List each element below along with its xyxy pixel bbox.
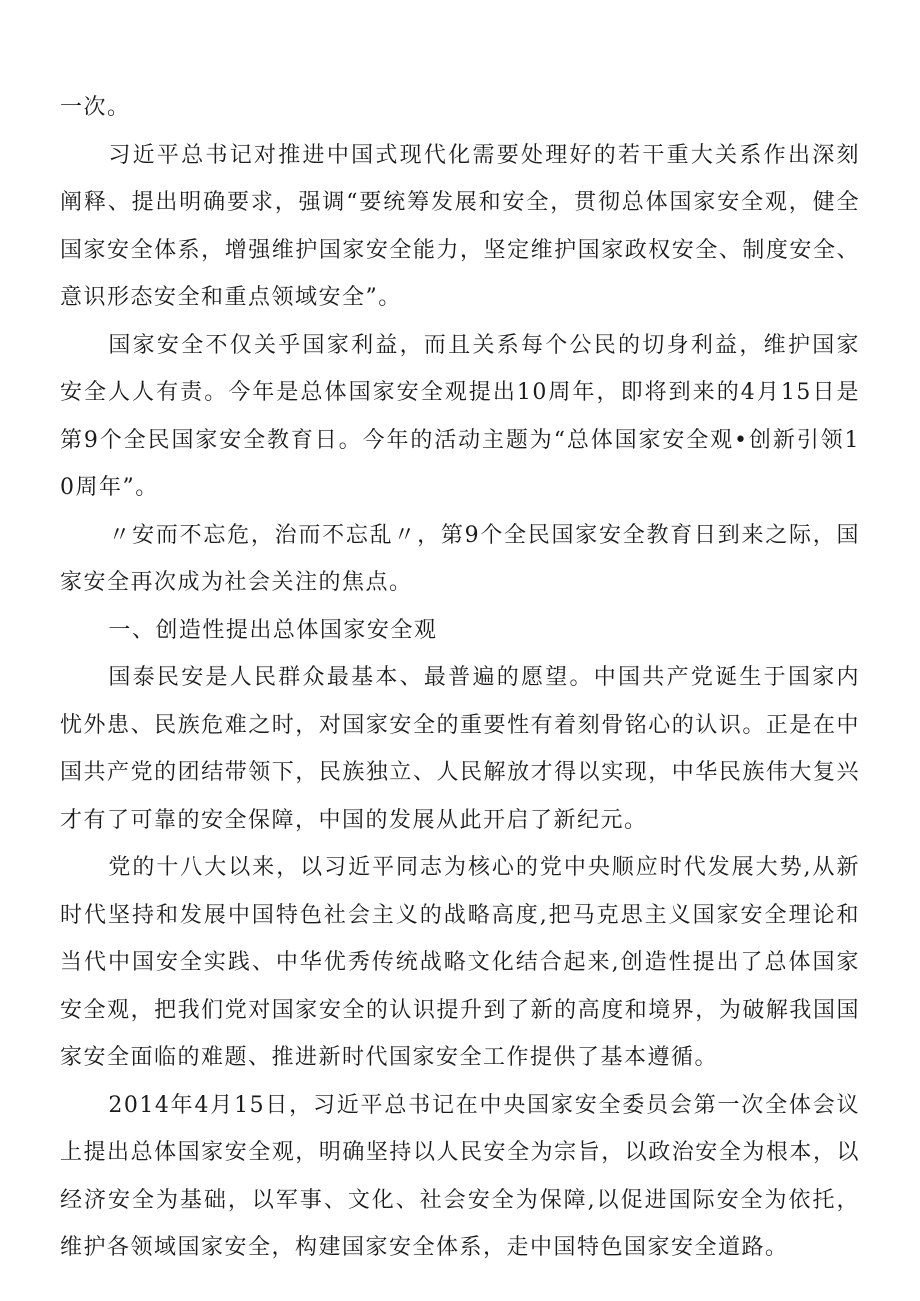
paragraph-since-18th-congress: 党的十八大以来，以习近平同志为核心的党中央顺应时代发展大势,从新时代坚持和发展中国特色社会主义的战略高度,把马克思主义国家安全理论和当代中国安全实践、中华优秀传统战略文化结合起来,创造性提出了总体国家安全观，把我们党对国家安全的认识提升到了新的高度和境界，为破解我国国家安全面临的难题、推进新时代国家安全工作提供了基本遵循。 [60,855,860,1070]
paragraph-quote: 〃安而不忘危，治而不忘乱〃，第9个全民国家安全教育日到来之际，国家安全再次成为社会关注的焦点。 [60,522,860,595]
paragraph-relations: 习近平总书记对推进中国式现代化需要处理好的若干重大关系作出深刻阐释、提出明确要求，强调“要统筹发展和安全，贯彻总体国家安全观，健全国家安全体系，增强维护国家安全能力，坚定维护国家政权安全、制度安全、意识形态安全和重点领域安全”。 [60,142,860,310]
paragraph-guotai-minan: 国泰民安是人民群众最基本、最普遍的愿望。中国共产党诞生于国家内忧外患、民族危难之时，对国家安全的重要性有着刻骨铭心的认识。正是在中国共产党的团结带领下，民族独立、人民解放才得以实现，中华民族伟大复兴才有了可靠的安全保障，中国的发展从此开启了新纪元。 [60,665,860,833]
section-heading-1: 一、创造性提出总体国家安全观 [108,617,438,643]
document-body [60,84,860,1272]
paragraph-2014-april-15: 2014年4月15日，习近平总书记在中央国家安全委员会第一次全体会议上提出总体国家安全观，明确坚持以人民安全为宗旨，以政治安全为根本，以经济安全为基础，以军事、文化、社会安全为保障,以促进国际安全为依托，维护各领域国家安全，构建国家安全体系，走中国特色国家安全道路。 [60,1092,860,1260]
paragraph-national-security-day: 国家安全不仅关乎国家利益，而且关系每个公民的切身利益，维护国家安全人人有责。今年是总体国家安全观提出10周年，即将到来的4月15日是第9个全民国家安全教育日。今年的活动主题为“总体国家安全观•创新引领10周年”。 [60,332,860,500]
paragraph-continuation: 一次。 [60,95,131,120]
